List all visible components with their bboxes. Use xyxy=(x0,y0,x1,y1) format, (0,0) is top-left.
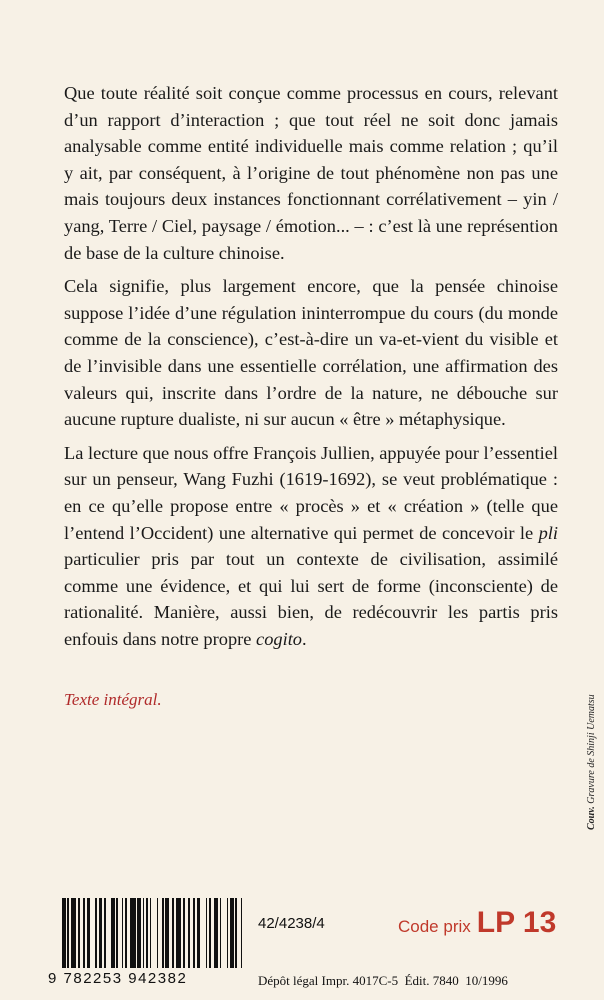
cover-credit xyxy=(586,694,597,830)
cover-credit-label: Couv. xyxy=(586,806,597,830)
price-label: Code prix xyxy=(398,917,471,936)
italic-pli: pli xyxy=(538,522,558,543)
integral-text-note: Texte intégral. xyxy=(64,690,162,709)
isbn-code: 42/4238/4 xyxy=(258,915,325,932)
legal-depot: Dépôt légal Impr. 4017C-5 xyxy=(258,973,399,988)
barcode xyxy=(62,898,242,968)
paragraph-1: Que toute réalité soit conçue comme processus en cours, relevant d’un rapport d’interaction ; que tout réel ne soit donc jamais analysable comme entité individuelle mais comme relation ; qu’il y ait, par conséquent, à l’origine de tout phénomène non pas une mais toujours deux instances fonctionnant corrélativement – yin / yang, Terre / Ciel, paysage / émotion... – : c’est là une représention de base de la culture chinoise. xyxy=(64,83,558,263)
paragraph-2: Cela signifie, plus largement encore, que la pensée chinoise suppose l’idée d’une régulation ininterrompue du cours (du monde comme de la conscience), c’est-à-dire un va-et-vient du visible et de l’invisible dans une essentielle corrélation, une affirmation des valeurs qui, inscrite dans l’ordre de la nature, ne débouche sur aucune rupture dualiste, ni sur aucun « être » métaphysique. xyxy=(64,276,558,430)
paragraph-3-part-a: La lecture que nous offre François Jullien, appuyée pour l’essentiel sur un penseur, Wang Fuzhi (1619-1692), se veut problématique : en ce qu’elle propose entre « procès » et « création » (telle que l’entend l’Occident) une alternative qui permet de concevoir le xyxy=(64,442,559,543)
barcode-digits: 9 782253 942382 xyxy=(48,970,188,987)
price-code xyxy=(398,906,556,940)
legal-date: 10/1996 xyxy=(465,973,508,988)
italic-cogito: cogito xyxy=(256,628,302,649)
barcode-block xyxy=(48,898,244,996)
paragraph-3-part-c: . xyxy=(302,628,307,649)
price-value: LP 13 xyxy=(476,906,557,939)
paragraph-3 xyxy=(64,440,558,653)
legal-deposit xyxy=(258,973,508,989)
cover-credit-text: Gravure de Shinji Uematsu xyxy=(586,694,597,804)
legal-edit: Édit. 7840 xyxy=(404,973,459,988)
paragraph-3-part-b: particulier pris par tout un contexte de civilisation, assimilé comme une évidence, et qui lui sert de forme (inconsciente) de rationalité. Manière, aussi bien, de redécouvrir les partis pris enfouis dans notre propre xyxy=(64,549,558,649)
barcode-bar xyxy=(241,898,243,968)
cover-blurb xyxy=(64,80,558,659)
